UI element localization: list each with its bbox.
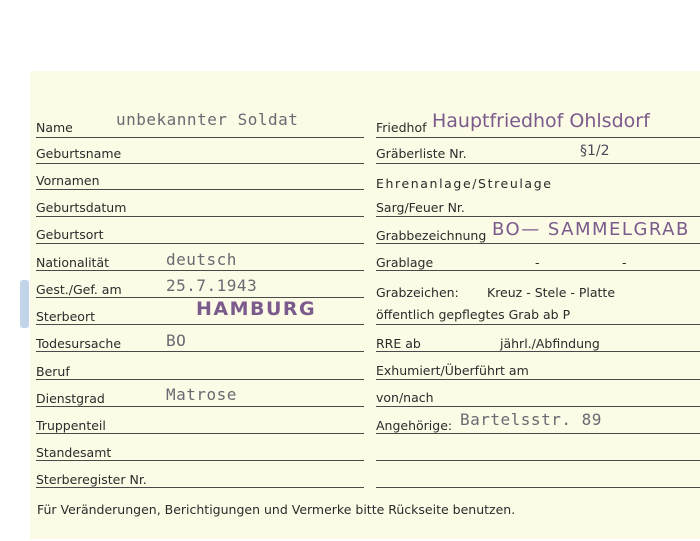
rre-label: RRE ab <box>376 336 421 351</box>
geburtsort-line <box>36 243 364 244</box>
sterberegister-line <box>36 487 364 488</box>
truppenteil-label: Truppenteil <box>36 418 106 433</box>
rre-line <box>376 351 700 352</box>
standesamt-label: Standesamt <box>36 445 112 460</box>
friedhof-label: Friedhof <box>376 120 427 135</box>
gest-value: 25.7.1943 <box>166 276 258 295</box>
todesursache-line <box>36 351 364 352</box>
von-nach-label: von/nach <box>376 390 434 405</box>
grabbezeichnung-line <box>376 243 700 244</box>
beruf-label: Beruf <box>36 364 70 379</box>
grabbezeichnung-stamp: BO— SAMMELGRAB <box>492 219 690 240</box>
name-label: Name <box>36 120 73 135</box>
nationalitaet-label: Nationalität <box>36 255 110 270</box>
friedhof-line <box>376 137 700 138</box>
exhumiert-line <box>376 379 700 380</box>
sterbeort-label: Sterbeort <box>36 309 95 324</box>
exhumiert-label: Exhumiert/Überführt am <box>376 363 529 378</box>
nationalitaet-value: deutsch <box>166 250 237 269</box>
geburtsname-label: Geburtsname <box>36 146 122 161</box>
sarg-line <box>376 216 700 217</box>
nationalitaet-line <box>36 270 364 271</box>
dienstgrad-line <box>36 406 364 407</box>
graeberliste-label: Gräberliste Nr. <box>376 146 467 161</box>
angehoerige-value: Bartelsstr. 89 <box>460 410 602 429</box>
geburtsdatum-line <box>36 216 364 217</box>
graeberliste-value: §1/2 <box>580 143 610 159</box>
grablage-dash-2: - <box>622 255 627 270</box>
blue-ink-mark <box>20 280 29 328</box>
sterberegister-label: Sterberegister Nr. <box>36 472 147 487</box>
grablage-dash-1: - <box>535 255 540 270</box>
geburtsname-line <box>36 163 364 164</box>
right-blank-line-1 <box>376 460 700 461</box>
name-value: unbekannter Soldat <box>116 110 299 129</box>
rre-label-2: jährl./Abfindung <box>500 336 600 351</box>
sarg-label: Sarg/Feuer Nr. <box>376 200 465 215</box>
gepflegt-label: öffentlich gepflegtes Grab ab P <box>376 307 571 322</box>
vornamen-line <box>36 189 364 190</box>
grabzeichen-label: Grabzeichen: <box>376 285 459 300</box>
graeberliste-line <box>376 163 700 164</box>
beruf-line <box>36 379 364 380</box>
footer-note: Für Veränderungen, Berichtigungen und Vermerke bitte Rückseite benutzen. <box>37 502 516 517</box>
angehoerige-line <box>376 433 700 434</box>
dienstgrad-label: Dienstgrad <box>36 391 105 406</box>
geburtsort-label: Geburtsort <box>36 227 104 242</box>
right-blank-line-2 <box>376 487 700 488</box>
vornamen-label: Vornamen <box>36 173 100 188</box>
todesursache-value: BO <box>166 331 187 350</box>
sterbeort-line <box>36 324 364 325</box>
truppenteil-line <box>36 433 364 434</box>
grave-record-card <box>30 71 700 539</box>
todesursache-label: Todesursache <box>36 336 122 351</box>
geburtsdatum-label: Geburtsdatum <box>36 200 127 215</box>
ehrenanlage-label: Ehrenanlage/Streulage <box>376 176 553 191</box>
von-nach-line <box>376 406 700 407</box>
gest-label: Gest./Gef. am <box>36 282 122 297</box>
grablage-line <box>376 270 700 271</box>
gepflegt-line <box>376 324 700 325</box>
name-line <box>36 137 364 138</box>
grabbezeichnung-label: Grabbezeichnung <box>376 228 487 243</box>
sterbeort-stamp: HAMBURG <box>196 298 317 320</box>
dienstgrad-value: Matrose <box>166 385 237 404</box>
grablage-label: Grablage <box>376 255 434 270</box>
angehoerige-label: Angehörige: <box>376 418 453 433</box>
friedhof-stamp: Hauptfriedhof Ohlsdorf <box>432 110 650 132</box>
standesamt-line <box>36 460 364 461</box>
grabzeichen-options: Kreuz - Stele - Platte <box>487 285 616 300</box>
